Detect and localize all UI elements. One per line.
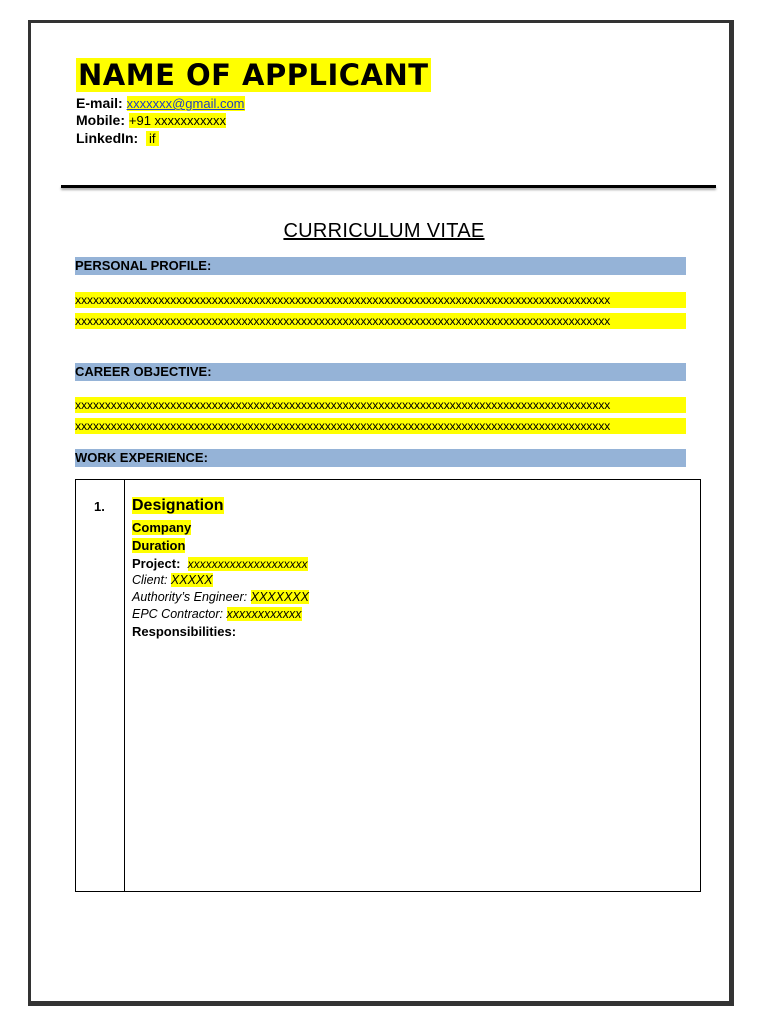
work-experience-table: [75, 479, 701, 892]
linkedin-label: LinkedIn:: [76, 130, 139, 146]
career-objective-line-2: xxxxxxxxxxxxxxxxxxxxxxxxxxxxxxxxxxxxxxxxxxxxxxxxxxxxxxxxxxxxxxxxxxxxxxxxxxxxxxxxxxxxxxxxxx: [75, 418, 686, 434]
client-label: Client:: [132, 573, 168, 587]
linkedin-value: if: [146, 131, 159, 146]
client-value: XXXXX: [170, 573, 213, 587]
section-heading-career-objective: CAREER OBJECTIVE:: [75, 363, 686, 381]
section-heading-work-experience: WORK EXPERIENCE:: [75, 449, 686, 467]
epc-row: [132, 606, 302, 623]
company-row: [132, 519, 191, 536]
engineer-label: Authority’s Engineer:: [132, 590, 248, 604]
mobile-label: Mobile:: [76, 112, 125, 128]
document-title: CURRICULUM VITAE: [283, 220, 485, 242]
email-row: [76, 95, 245, 112]
mobile-value: +91 xxxxxxxxxxx: [128, 113, 227, 128]
applicant-name: NAME OF APPLICANT: [78, 58, 429, 92]
career-objective-line-1: xxxxxxxxxxxxxxxxxxxxxxxxxxxxxxxxxxxxxxxxxxxxxxxxxxxxxxxxxxxxxxxxxxxxxxxxxxxxxxxxxxxxxxxxxx: [75, 397, 686, 413]
project-value: xxxxxxxxxxxxxxxxxxxx: [187, 557, 308, 571]
email-label: E-mail:: [76, 95, 123, 111]
header-divider: [61, 185, 716, 188]
personal-profile-line-1: xxxxxxxxxxxxxxxxxxxxxxxxxxxxxxxxxxxxxxxxxxxxxxxxxxxxxxxxxxxxxxxxxxxxxxxxxxxxxxxxxxxxxxxxxx: [75, 292, 686, 308]
designation-row: [132, 496, 224, 516]
client-row: [132, 572, 213, 589]
responsibilities-row: [132, 623, 236, 640]
project-label: Project:: [132, 556, 181, 571]
duration-row: [132, 537, 185, 554]
document-title-wrap: [0, 218, 768, 244]
duration: Duration: [132, 538, 186, 553]
personal-profile-line-2: xxxxxxxxxxxxxxxxxxxxxxxxxxxxxxxxxxxxxxxxxxxxxxxxxxxxxxxxxxxxxxxxxxxxxxxxxxxxxxxxxxxxxxxxxx: [75, 313, 686, 329]
email-link[interactable]: xxxxxxx@gmail.com: [126, 96, 245, 111]
responsibilities-label: Responsibilities:: [132, 624, 237, 639]
project-row: [132, 555, 308, 573]
linkedin-row: [76, 130, 159, 147]
epc-label: EPC Contractor:: [132, 607, 224, 621]
section-heading-personal-profile: PERSONAL PROFILE:: [75, 257, 686, 275]
experience-number: 1.: [94, 499, 105, 514]
company: Company: [132, 520, 192, 535]
engineer-row: [132, 589, 309, 606]
designation: Designation: [132, 497, 224, 514]
table-column-divider: [124, 480, 125, 891]
engineer-value: XXXXXXX: [250, 590, 309, 604]
epc-value: xxxxxxxxxxxx: [226, 607, 302, 621]
mobile-row: [76, 112, 226, 129]
